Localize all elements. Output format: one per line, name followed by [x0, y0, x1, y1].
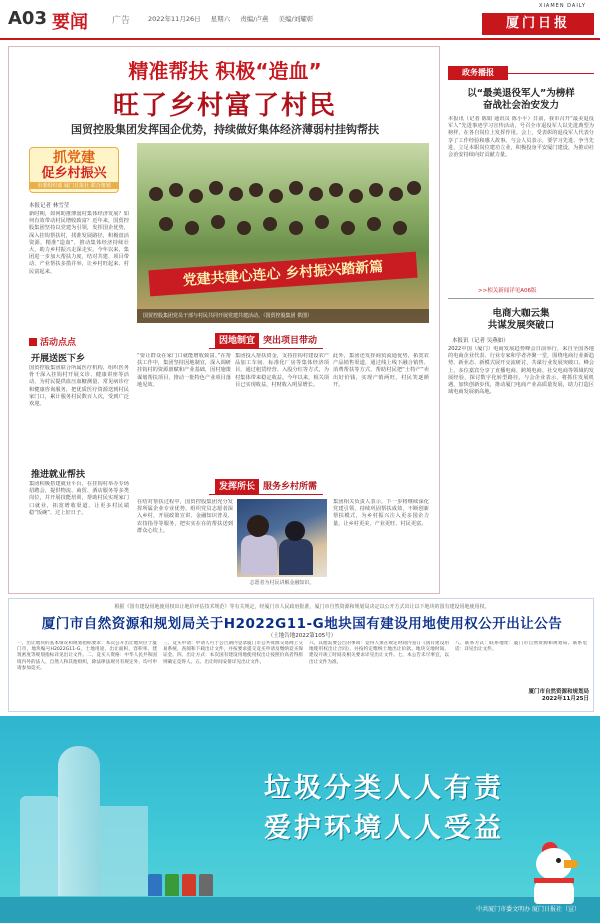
section-heading: [209, 479, 323, 495]
article-text: 集团投入帮扶资金，支持挂钩村建设农产品加工车间、标准化厂房等集体经济项目，通过租赁经营、入股分红等方式，为村集体带来稳定收益。今年以来，相关项目已实现收益，村财收入明显增长。: [235, 353, 329, 388]
feature-headline: 旺了乡村富了村民: [112, 91, 337, 121]
notice-text: 八、联系方式：联系地址：厦门市自然资源和规划局。联系电话：详见出让文件。: [455, 641, 587, 653]
feature-kicker: 精准帮扶 积极“造血”: [128, 59, 322, 83]
news-byline: 本报讯（记者 吴燕如）: [452, 338, 509, 344]
side-heading: 推进就业帮扶: [31, 470, 86, 480]
section-heading-text: 服务乡村所需: [263, 482, 318, 492]
recycle-bins-icon: [148, 866, 218, 896]
section-heading-tag: 因地制宜: [215, 333, 259, 349]
issue-meta: [148, 14, 321, 23]
article-text: 在结对帮扶过程中，国贸控股集团充分发挥所属企业专业优势，组织党员志愿者深入乡村，开展政策宣讲、金融知识普及、农技指导等服务，把实实在在的帮扶送到群众心坎上。: [137, 499, 233, 534]
feature-story: [8, 46, 440, 594]
land-notice: [8, 598, 594, 712]
divider: [508, 73, 594, 74]
volunteer-photo: [237, 499, 327, 577]
section-sub: 广告: [112, 16, 131, 26]
ad-sponsor: 中共厦门市委文明办 厦门日报社（宣）: [476, 906, 580, 913]
feature-photo: [137, 143, 429, 323]
issue-weekday: 星期六: [210, 15, 231, 23]
photo-banner: 党建共建心连心 乡村振兴踏新篇: [148, 252, 417, 297]
building-shape: [58, 746, 100, 896]
gov-news-tag: 政务播报: [448, 66, 508, 80]
article-text: 2022中国（厦门）电商发展趋势峰会日前举行，来自全国各地的电商企业代表、行业专家和学者齐聚一堂，围绕电商行业新趋势、新业态、新模式展开交流研讨，共谋行业发展突破口。峰会上，多位嘉宾分享了直播电商、跨境电商、社交电商等领域的发展经验，探讨数字化转型路径。与会企业表示，将抓住发展机遇，加快创新步伐，推动厦门电商产业高质量发展，助力打造区域电商发展新高地。: [448, 346, 594, 396]
badge-line-1: 抓党建: [53, 150, 95, 166]
paper-name-en: XIAMEN DAILY: [539, 3, 586, 9]
notice-title: 厦门市自然资源和规划局关于H2022G11-G地块国有建设用地使用权公开出让公告: [41, 616, 563, 632]
photo-caption: 国贸控股集团党员干部与村民共同开展党建共建活动。（国贸控股集团 供图）: [137, 309, 429, 323]
article-text: 集团相关负责人表示，下一步将继续深化党建引领，持续巩固帮扶成效，不断创新帮扶模式，为乡村振兴注入更多国企力量，让乡村更美、产业更旺、村民更富。: [333, 499, 429, 527]
ad-slogan-2: 爱护环境人人受益: [264, 813, 504, 844]
issue-editor: 责编/卢燕: [240, 15, 269, 23]
article-text: 此外，集团还发挥商贸流通优势，拓宽农产品销售渠道，通过线上线下融合销售、消费帮扶等方式，帮助村民把“土特产”卖出好价钱，实现产销两旺，村民笑逐颜开。: [333, 353, 429, 388]
badge-line-2: 促乡村振兴: [41, 166, 107, 181]
paper-logo: 厦门日报: [482, 13, 594, 35]
events-heading-text: 活动点点: [40, 338, 77, 348]
page-number: A03: [8, 8, 47, 29]
right-column: [448, 46, 594, 594]
news-headline: 以“最美退役军人”为榜样 奋战社会治安发力: [467, 88, 575, 111]
issue-date: 2022年11月26日: [148, 15, 201, 23]
article-text: 新时期，如何助推薄弱村集体经济发展？如何有效带动村民增收致富？近年来，国贸控股集团坚持以党建为引领，发挥国企优势，深入挂钩帮扶村，找准发展路径，积极盘活资源，精准“造血”，推动集体经济持续壮大，助力乡村振兴走深走实。今年以来，集团进一步加大帮扶力度，结对共建、项目带动、产业帮扶多措并举，让乡村旺起来、村民富起来。: [29, 211, 129, 275]
article-text: 集团积极搭建就业平台，在挂钩村举办专场招聘会，提供物流、商贸、酒店服务等多类岗位，并开展技能培训，帮助村民实现家门口就业，拓宽增收渠道，让更多村民端稳“饭碗”、过上好日子。: [29, 481, 129, 516]
feature-byline: 本报记者 林雪莹: [29, 203, 70, 209]
article-text: “要让群众在家门口就能增收致富。”在帮扶工作中，集团坚持因地制宜，深入调研挂钩村的资源禀赋和产业基础，因村施策谋划帮扶项目，推动一批特色产业项目落地见效。: [137, 353, 231, 388]
divider: [448, 298, 594, 299]
events-heading: [29, 335, 76, 348]
news-headline: 电商大咖云集 共谋发展突破口: [487, 308, 555, 331]
badge-line-3: 市委组织部 厦门日报社 联合策划: [30, 182, 118, 189]
article-text: 国贸控股集团联合所属医疗机构，组织医务骨干深入挂钩村开展义诊、健康讲座等活动，为村民提供血压血糖测量、常见病诊疗和健康咨询服务，把优质医疗资源送到村民家门口，累计服务村民数百人次，受到广泛欢迎。: [29, 365, 129, 408]
feature-deck: 国贸控股集团发挥国企优势，持续做好集体经济薄弱村挂钩帮扶: [71, 123, 379, 136]
building-shape: [20, 796, 60, 896]
notice-date: 2022年11月25日: [541, 696, 589, 702]
notice-number: （土地告地2022第105号）: [267, 633, 337, 639]
building-shape: [100, 806, 148, 896]
section-heading: [209, 333, 323, 349]
notice-text: 一、出让地块的基本情况和规划指标要求：本次公开出让地块位于厦门市，地块编号H2022G11-G，土地用途、出让面积、容积率、建筑密度等规划指标详见出让文件。二、竞买人资格：中华人民共和国境内外的法人、自然人和其他组织，除法律法规另有规定外，均可申请参加竞买。: [17, 641, 157, 671]
volunteer-photo-caption: 志愿者为村民讲解金融知识。: [249, 580, 315, 586]
public-service-ad: [0, 716, 600, 923]
notice-signature: [479, 689, 589, 703]
egret-mascot-icon: [528, 848, 580, 906]
page-header: [0, 0, 600, 40]
related-news-link[interactable]: >>相关新闻详见A06版: [478, 288, 537, 294]
square-marker-icon: [29, 338, 37, 346]
article-text: 本报讯（记者 陈娟 通讯员 陈小平）日前，我市召开“最美退役军人”先进事迹学习宣传活动，号召全市退役军人以先进典型为榜样，在各自岗位上发挥作用。会上，受表彰的退役军人代表分享了工作经验和感人故事。与会人员表示，要学习先进、争当先进，立足本职岗位建功立业，积极投身平安厦门建设，为推动社会治安持续向好贡献力量。: [448, 116, 594, 159]
issue-designer: 美编/刘耀彰: [278, 15, 314, 23]
notice-lead: 根据《国有建设用地使用权出让地价评估技术规范》等有关规定，经厦门市人民政府批准，厦门市自然资源和规划局决定以公开方式出让以下地块的国有建设用地使用权。: [114, 604, 490, 610]
section-heading-tag: 发挥所长: [215, 479, 259, 495]
notice-signer: 厦门市自然资源和规划局: [528, 689, 589, 695]
notice-text: 三、竞买申请：申请人可于公告期内登录厦门市公共资源交易网上交易系统，查阅和下载出让文件，并按要求提交竞买申请及缴纳竞买保证金。四、出让方式：本次国有建设用地使用权出让按照价高者得原则确定竞得人。五、出让时间安排详见出让文件。: [163, 641, 303, 665]
section-heading-text: 突出项目带动: [263, 336, 318, 346]
side-heading: 开展送医下乡: [31, 354, 86, 364]
ad-slogan-1: 垃圾分类人人有责: [264, 773, 504, 804]
campaign-badge: [29, 147, 119, 193]
section-name: 要闻: [52, 12, 88, 33]
notice-text: 六、其他需要公告的事项：竞得人须在规定时间内签订《国有建设用地使用权出让合同》，并按约定缴纳土地出让价款。地块交地时间、建设开竣工时间及相关要求详见出让文件。七、本公告未尽事宜，以出让文件为准。: [309, 641, 449, 665]
